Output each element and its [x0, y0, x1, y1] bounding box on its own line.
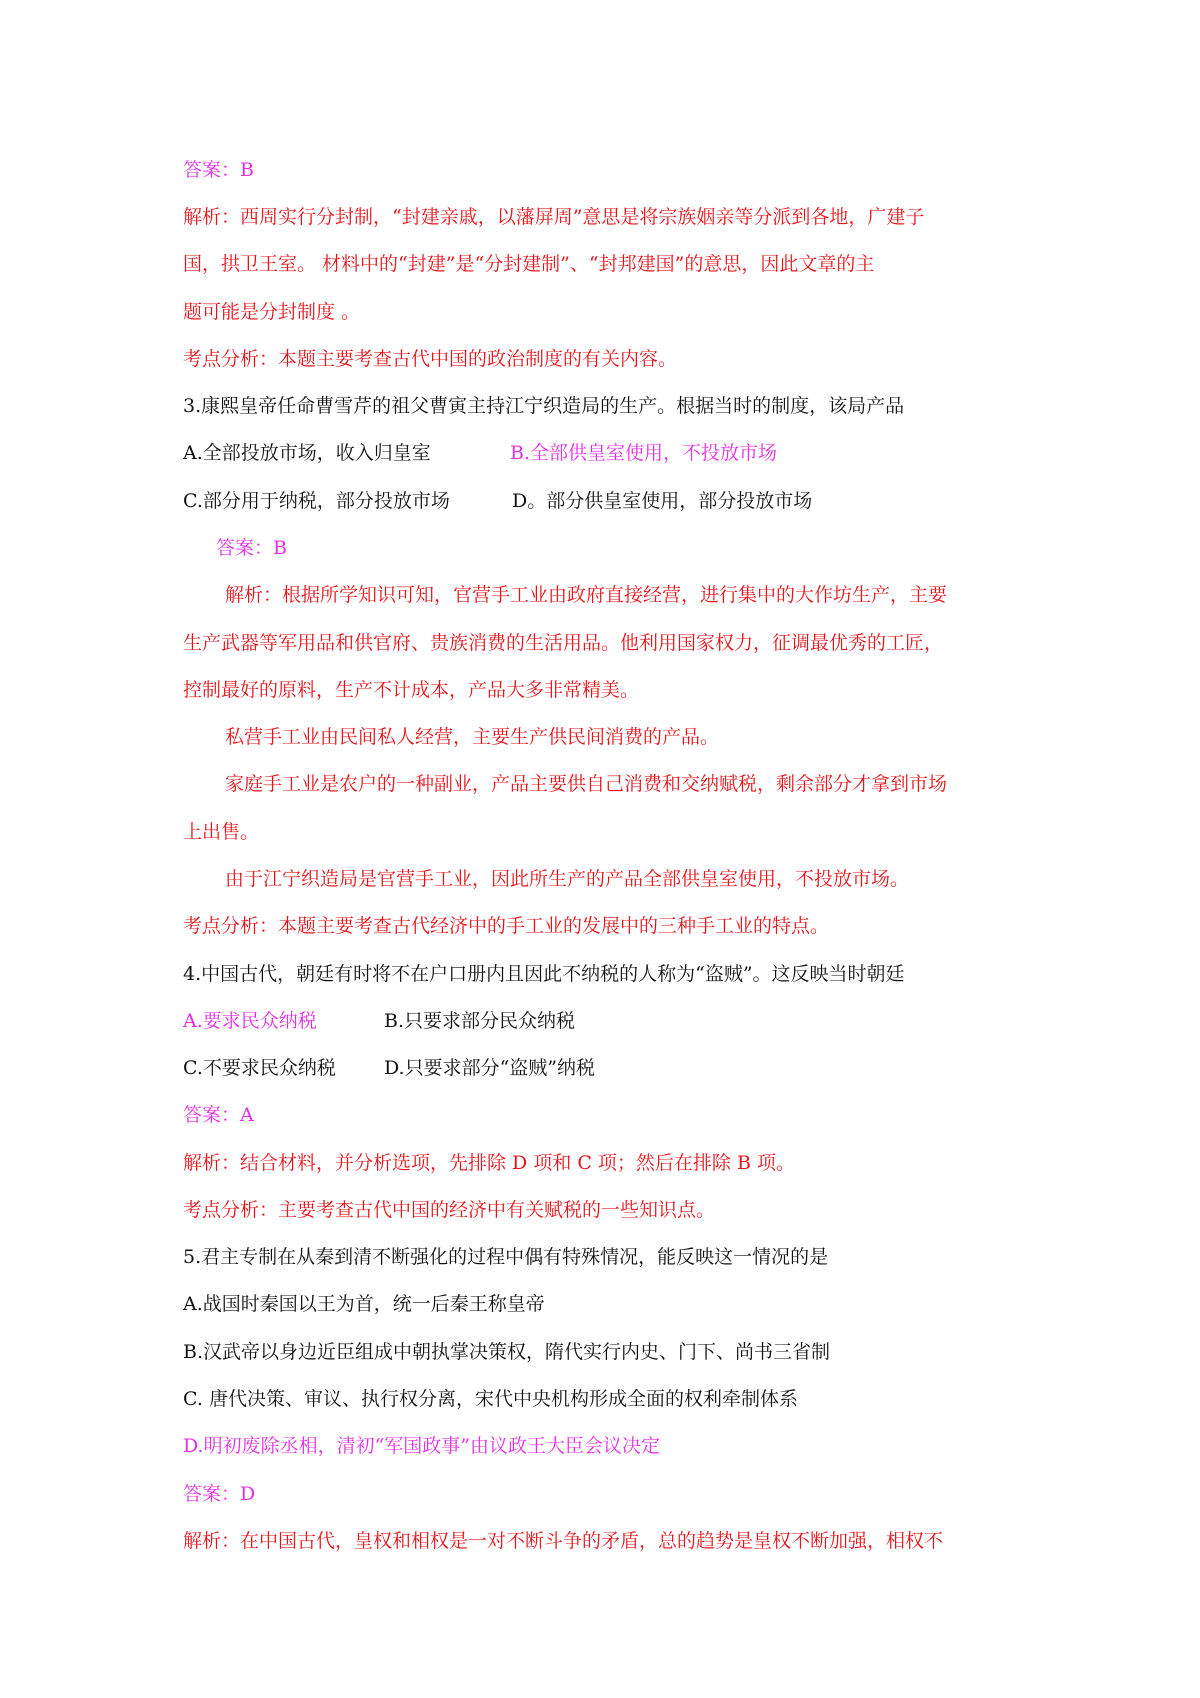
q3-exam-point: 考点分析：本题主要考查古代经济中的手工业的发展中的三种手工业的特点。	[183, 915, 830, 937]
q3-explanation-line-2: 生产武器等军用品和供官府、贵族消费的生活用品。他利用国家权力，征调最优秀的工匠，	[183, 632, 944, 654]
q4-option-d: D.只要求部分“盗贼”纳税	[384, 1057, 596, 1079]
q4-option-b: B.只要求部分民众纳税	[384, 1010, 576, 1032]
q3-explanation-line-5: 家庭手工业是农户的一种副业，产品主要供自己消费和交纳赋税，剩余部分才拿到市场	[225, 773, 948, 795]
q5-option-a: A.战国时秦国以王为首，统一后秦王称皇帝	[183, 1293, 545, 1315]
q4-stem: 4.中国古代，朝廷有时将不在户口册内且因此不纳税的人称为“盗贼”。这反映当时朝廷	[183, 963, 905, 985]
q5-option-c: C. 唐代决策、审议、执行权分离，宋代中央机构形成全面的权利牵制体系	[183, 1388, 798, 1410]
q5-stem: 5.君主专制在从秦到清不断强化的过程中偶有特殊情况，能反映这一情况的是	[183, 1246, 829, 1268]
q5-option-d: D.明初废除丞相，清初“军国政事”由议政王大臣会议决定	[183, 1435, 661, 1457]
q2-answer: 答案：B	[183, 159, 254, 181]
q2-explanation-line-3: 题可能是分封制度 。	[183, 301, 361, 323]
q3-explanation-line-4: 私营手工业由民间私人经营，主要生产供民间消费的产品。	[225, 726, 720, 748]
q3-explanation-line-1: 解析：根据所学知识可知，官营手工业由政府直接经营，进行集中的大作坊生产，主要	[225, 584, 948, 606]
q5-answer: 答案：D	[183, 1483, 256, 1505]
q3-option-d: D。部分供皇室使用，部分投放市场	[512, 490, 813, 512]
q4-exam-point: 考点分析：主要考查古代中国的经济中有关赋税的一些知识点。	[183, 1199, 716, 1221]
q3-explanation-line-3: 控制最好的原料，生产不计成本，产品大多非常精美。	[183, 679, 640, 701]
q4-answer: 答案：A	[183, 1104, 254, 1126]
q4-option-a: A.要求民众纳税	[183, 1010, 317, 1032]
q3-option-b: B.全部供皇室使用，不投放市场	[510, 442, 778, 464]
q4-explanation: 解析：结合材料，并分析选项，先排除 D 项和 C 项；然后在排除 B 项。	[183, 1152, 795, 1174]
q4-option-c: C.不要求民众纳税	[183, 1057, 336, 1079]
q3-answer: 答案：B	[216, 537, 287, 559]
q2-explanation-line-1: 解析：西周实行分封制，“封建亲戚，以藩屏周”意思是将宗族姻亲等分派到各地，广建子	[183, 206, 925, 228]
q3-stem: 3.康熙皇帝任命曹雪芹的祖父曹寅主持江宁织造局的生产。根据当时的制度，该局产品	[183, 395, 905, 417]
q3-option-c: C.部分用于纳税，部分投放市场	[183, 490, 450, 512]
q2-explanation-line-2: 国，拱卫王室。 材料中的“封建”是“分封建制”、“封邦建国”的意思，因此文章的主	[183, 253, 875, 275]
q3-explanation-line-7: 由于江宁织造局是官营手工业，因此所生产的产品全部供皇室使用，不投放市场。	[225, 868, 910, 890]
q5-explanation-line-1: 解析：在中国古代，皇权和相权是一对不断斗争的矛盾，总的趋势是皇权不断加强，相权不	[183, 1530, 944, 1552]
q2-exam-point: 考点分析：本题主要考查古代中国的政治制度的有关内容。	[183, 348, 678, 370]
q3-explanation-line-6: 上出售。	[183, 821, 260, 843]
q5-option-b: B.汉武帝以身边近臣组成中朝执掌决策权，隋代实行内史、门下、尚书三省制	[183, 1341, 831, 1363]
q3-option-a: A.全部投放市场，收入归皇室	[183, 442, 431, 464]
